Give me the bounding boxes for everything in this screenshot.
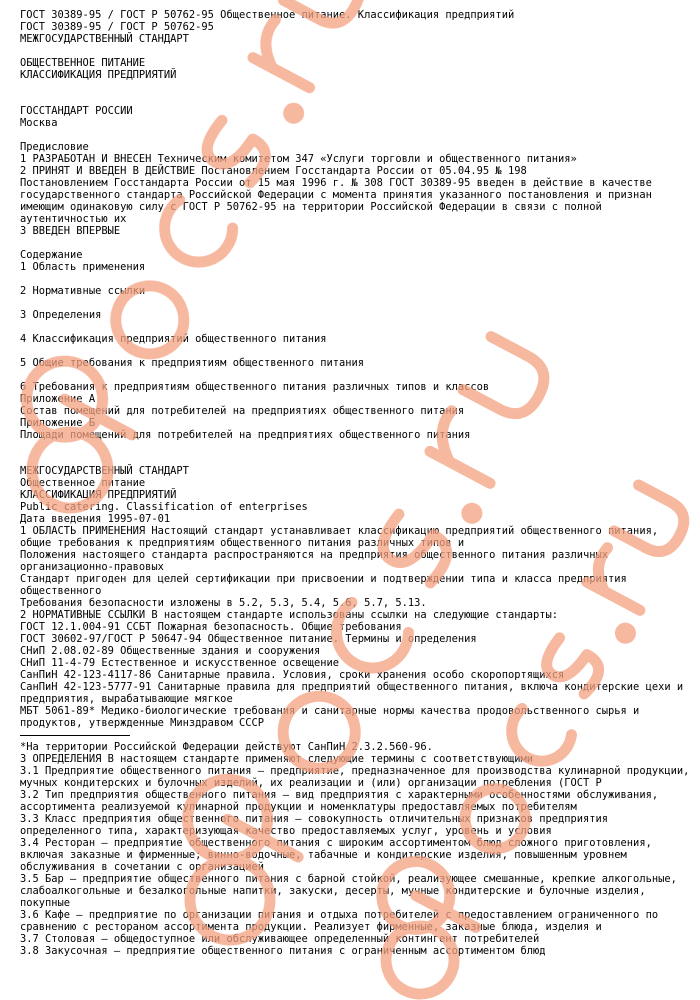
text-line: МЕЖГОСУДАРСТВЕННЫЙ СТАНДАРТ bbox=[20, 465, 189, 477]
text-line: 5 Общие требования к предприятиям общественного питания bbox=[20, 357, 365, 369]
text-line: Площади помещений для потребителей на предприятиях общественного питания bbox=[20, 429, 471, 441]
blank-line bbox=[20, 93, 695, 105]
text-line: Предисловие bbox=[20, 141, 89, 153]
text-line: СНиП 11-4-79 Естественное и искусственное освещение bbox=[20, 657, 340, 669]
blank-line bbox=[20, 321, 695, 333]
text-line: 4 Классификация предприятий общественного питания bbox=[20, 333, 327, 345]
text-line: 6 Требования к предприятиям общественного питания различных типов и классов bbox=[20, 381, 490, 393]
text-line: Public catering. Classification of enterprises bbox=[20, 501, 308, 513]
text-line: ГОСТ 12.1.004-91 ССБТ Пожарная безопасность. Общие требования bbox=[20, 621, 402, 633]
text-line: 3.2 Тип предприятия общественного питания – вид предприятия с характерными особенностями обслуживания, ассортимента реализуемой кулинарной продукции и номенклатуры предоставляемых потребителям bbox=[20, 789, 665, 813]
text-line: 3.8 Закусочная – предприятие общественного питания с ограниченным ассортиментом блюд bbox=[20, 945, 546, 957]
blank-line bbox=[20, 273, 695, 285]
text-line: 2 ПРИНЯТ И ВВЕДЕН В ДЕЙСТВИЕ Постановлением Госстандарта России от 05.04.95 № 198 bbox=[20, 165, 527, 177]
text-line: 3.7 Столовая – общедоступное или обслуживающее определенный контингент потребителей bbox=[20, 933, 540, 945]
text-line: 3 Определения bbox=[20, 309, 102, 321]
text-line: СанПиН 42-123-4117-86 Санитарные правила. Условия, сроки хранения особо скоропортящихся bbox=[20, 669, 565, 681]
text-line: 3.1 Предприятие общественного питания – предприятие, предназначенное для производства кулинарной продукции, мучных кондитерских и булочных изделий, их реализации и (или) организации потребления (ГОСТ Р bbox=[20, 765, 696, 789]
text-line: *На территории Российской Федерации действуют СанПиН 2.3.2.560-96. bbox=[20, 741, 433, 753]
text-line: Постановлением Госстандарта России от 15 мая 1996 г. № 308 ГОСТ 30389-95 введен в действие в качестве государственного стандарта Российской Федерации с момента принятия указанного постановления и признан имеющим одинаковую силу с ГОСТ Р 50762-95 на территории Российской Федерации в связи с полной аутентичностью их bbox=[20, 177, 659, 225]
text-line: 2 Нормативные ссылки bbox=[20, 285, 146, 297]
blank-line bbox=[20, 45, 695, 57]
text-line: 3.6 Кафе – предприятие по организации питания и отдыха потребителей с предоставлением ограниченного по сравнению с рестораном ассортимента продукции. Реализует фирменные, заказные блюда, изделия и bbox=[20, 909, 665, 933]
text-line: 1 Область применения bbox=[20, 261, 146, 273]
text-line: Приложение Б bbox=[20, 417, 96, 429]
text-line: Состав помещений для потребителей на предприятиях общественного питания bbox=[20, 405, 465, 417]
text-line: 2 НОРМАТИВНЫЕ ССЫЛКИ В настоящем стандарте использованы ссылки на следующие стандарты: bbox=[20, 609, 558, 621]
text-line: Дата введения 1995-07-01 bbox=[20, 513, 171, 525]
text-line: 3.5 Бар – предприятие общественного питания с барной стойкой, реализующее смешанные, крепкие алкогольные, слабоалкогольные и безалкогольные напитки, закуски, десерты, мучные кондитерские и булочные изделия, покупные bbox=[20, 873, 684, 909]
text-line: 3 ОПРЕДЕЛЕНИЯ В настоящем стандарте применяют следующие термины с соответствующими bbox=[20, 753, 533, 765]
text-line: КЛАССИФИКАЦИЯ ПРЕДПРИЯТИЙ bbox=[20, 489, 177, 501]
text-line: Общественное питание bbox=[20, 477, 146, 489]
text-line: 1 ОБЛАСТЬ ПРИМЕНЕНИЯ Настоящий стандарт устанавливает классификацию предприятий общественного питания, общие требования к предприятиям общественного питания различных типов и bbox=[20, 525, 665, 549]
blank-line bbox=[20, 297, 695, 309]
blank-line bbox=[20, 237, 695, 249]
text-line: Требования безопасности изложены в 5.2, 5.3, 5.4, 5.6, 5.7, 5.13. bbox=[20, 597, 427, 609]
blank-line bbox=[20, 441, 695, 453]
blank-line bbox=[20, 129, 695, 141]
text-line: Положения настоящего стандарта распространяются на предприятия общественного питания различных организационно-правовых bbox=[20, 549, 615, 573]
footnote-rule bbox=[20, 735, 130, 736]
text-line: ОБЩЕСТВЕННОЕ ПИТАНИЕ bbox=[20, 57, 146, 69]
text-line: 1 РАЗРАБОТАН И ВНЕСЕН Техническим комитетом 347 «Услуги торговли и общественного питания» bbox=[20, 153, 577, 165]
text-line: Приложение А bbox=[20, 393, 96, 405]
text-line: 3 ВВЕДЕН ВПЕРВЫЕ bbox=[20, 225, 121, 237]
blank-line bbox=[20, 81, 695, 93]
text-line: СанПиН 42-123-5777-91 Санитарные правила для предприятий общественного питания, включа кондитерские цехи и предприятия, вырабатывающие мягкое bbox=[20, 681, 690, 705]
blank-line bbox=[20, 453, 695, 465]
text-line: 3.4 Ресторан – предприятие общественного питания с широким ассортиментом блюд сложного приготовления, включая заказные и фирменные; винно-водочные, табачные и кондитерские изделия, повышенным уровнем обслуживания в сочетании с организацией bbox=[20, 837, 659, 873]
blank-line bbox=[20, 369, 695, 381]
text-line: Стандарт пригоден для целей сертификации при присвоении и подтверждении типа и класса предприятия общественного bbox=[20, 573, 634, 597]
text-line: КЛАССИФИКАЦИЯ ПРЕДПРИЯТИЙ bbox=[20, 69, 177, 81]
text-line: МБТ 5061-89* Медико-биологические требования и санитарные нормы качества продовольственного сырья и продуктов, утвержденные Минздравом СССР bbox=[20, 705, 646, 729]
text-line: МЕЖГОСУДАРСТВЕННЫЙ СТАНДАРТ bbox=[20, 33, 189, 45]
text-line: ГОСТ 30389-95 / ГОСТ Р 50762-95 Общественное питание. Классификация предприятий bbox=[20, 9, 515, 21]
text-line: Москва bbox=[20, 117, 58, 129]
text-line: 3.3 Класс предприятия общественного питания – совокупность отличительных признаков предприятия определенного типа, характеризующая качество предоставляемых услуг, уровень и условия bbox=[20, 813, 615, 837]
text-line: ГОССТАНДАРТ РОССИИ bbox=[20, 105, 133, 117]
text-line: Содержание bbox=[20, 249, 83, 261]
blank-line bbox=[20, 345, 695, 357]
text-line: ГОСТ 30602-97/ГОСТ Р 50647-94 Общественное питание. Термины и определения bbox=[20, 633, 477, 645]
text-line: ГОСТ 30389-95 / ГОСТ Р 50762-95 bbox=[20, 21, 214, 33]
document-text bbox=[20, 9, 695, 957]
text-line: СНиП 2.08.02-89 Общественные здания и сооружения bbox=[20, 645, 321, 657]
